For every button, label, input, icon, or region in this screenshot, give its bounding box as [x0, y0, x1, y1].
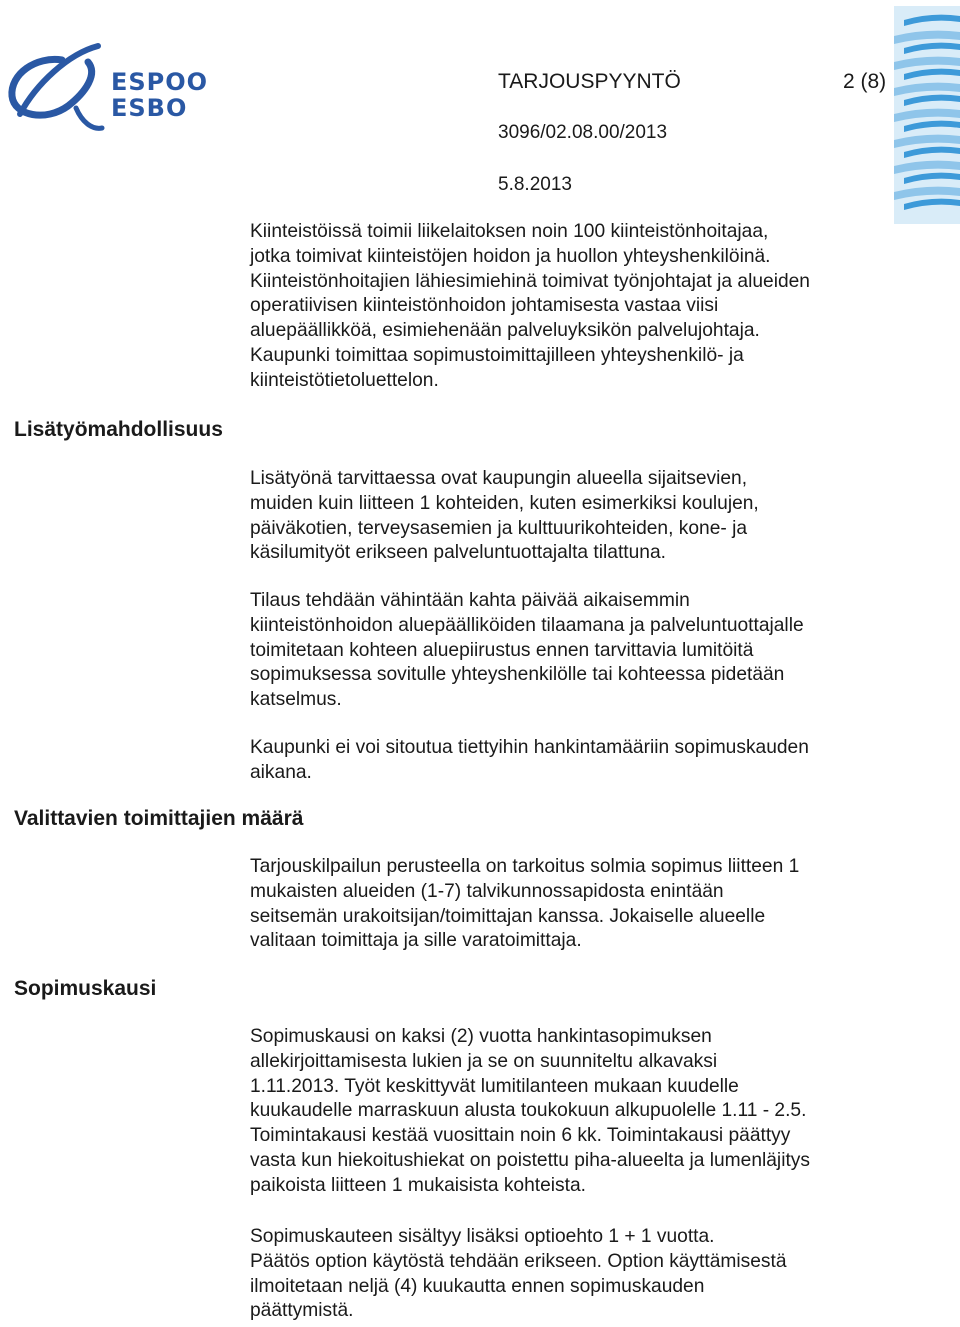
document-type: TARJOUSPYYNTÖ	[498, 70, 681, 93]
decorative-stripes	[894, 6, 960, 224]
text-line: toimitetaan kohteen aluepiirustus ennen tarvittavia lumitöitä	[250, 639, 754, 661]
text-line: päiväkotien, terveysasemien ja kulttuurikohteiden, kone- ja	[250, 517, 748, 539]
extra-work-paragraph-1	[250, 467, 910, 566]
text-line: kuukaudelle marraskuun alusta toukokuun alkupuolelle 1.11 - 2.5.	[250, 1100, 807, 1122]
contract-period-paragraph-1	[250, 1025, 910, 1199]
page-number: 2 (8)	[843, 70, 887, 93]
reference-number: 3096/02.08.00/2013	[498, 122, 668, 143]
text-line: päättymistä.	[250, 1300, 354, 1322]
text-line: katselmus.	[250, 689, 342, 711]
text-line: operatiivisen kiinteistönhoidon johtamisesta vastaa viisi	[250, 295, 719, 317]
document-date: 5.8.2013	[498, 174, 572, 195]
text-line: Kiinteistönhoitajien lähiesimiehinä toimivat työnjohtajat ja alueiden	[250, 270, 810, 292]
text-line: käsilumityöt erikseen palveluntuottajalta tilattuna.	[250, 542, 666, 564]
extra-work-paragraph-2	[250, 589, 910, 713]
text-line: kiinteistönhoidon aluepäälliköiden tilaamana ja palveluntuottajalle	[250, 614, 804, 636]
text-line: muiden kuin liitteen 1 kohteiden, kuten esimerkiksi koulujen,	[250, 492, 759, 514]
text-line: Päätös option käytöstä tehdään erikseen. Option käyttämisestä	[250, 1250, 787, 1272]
text-line: jotka toimivat kiinteistöjen hoidon ja huollon yhteyshenkilöinä.	[250, 245, 771, 267]
logo-text-espoo: ESPOO	[111, 68, 209, 96]
text-line: vasta kun hiekoitushiekat on poistettu piha-alueelta ja lumenläjitys	[250, 1149, 810, 1171]
text-line: Sopimuskausi on kaksi (2) vuotta hankintasopimuksen	[250, 1026, 712, 1047]
text-line: Kaupunki toimittaa sopimustoimittajilleen yhteyshenkilö- ja	[250, 344, 744, 366]
section-heading-contract-period: Sopimuskausi	[14, 977, 157, 1000]
text-line: aikana.	[250, 761, 312, 783]
text-line: allekirjoittamisesta lukien ja se on suunniteltu alkavaksi	[250, 1050, 718, 1072]
text-line: mukaisten alueiden (1-7) talvikunnossapidosta enintään	[250, 880, 724, 902]
intro-paragraph	[250, 220, 910, 394]
section-heading-extra-work: Lisätyömahdollisuus	[14, 418, 223, 441]
logo-text-esbo: ESBO	[111, 94, 188, 122]
text-line: Sopimuskauteen sisältyy lisäksi optioehto 1 + 1 vuotta.	[250, 1226, 715, 1247]
section-heading-suppliers: Valittavien toimittajien määrä	[14, 807, 304, 830]
text-line: Kiinteistöissä toimii liikelaitoksen noin 100 kiinteistönhoitajaa,	[250, 221, 769, 242]
text-line: seitsemän urakoitsijan/toimittajan kanssa. Jokaiselle alueelle	[250, 905, 766, 927]
text-line: valitaan toimittaja ja sille varatoimittaja.	[250, 930, 582, 952]
text-line: Tilaus tehdään vähintään kahta päivää aikaisemmin	[250, 590, 690, 611]
espoo-logo	[6, 36, 209, 132]
text-line: ilmoitetaan neljä (4) kuukautta ennen sopimuskauden	[250, 1275, 705, 1297]
text-line: sopimuksessa sovitulle yhteyshenkilölle tai kohteessa pidetään	[250, 664, 785, 686]
text-line: paikoista liitteen 1 mukaisista kohteista.	[250, 1174, 586, 1196]
contract-period-paragraph-2	[250, 1225, 910, 1324]
text-line: kiinteistötietoluettelon.	[250, 369, 439, 391]
text-line: Kaupunki ei voi sitoutua tiettyihin hankintamääriin sopimuskauden	[250, 737, 809, 758]
text-line: aluepäällikköä, esimiehenään palveluyksikön palvelujohtaja.	[250, 320, 760, 342]
text-line: Lisätyönä tarvittaessa ovat kaupungin alueella sijaitsevien,	[250, 468, 748, 489]
text-line: Toimintakausi kestää vuosittain noin 6 kk. Toimintakausi päättyy	[250, 1125, 791, 1147]
text-line: Tarjouskilpailun perusteella on tarkoitus solmia sopimus liitteen 1	[250, 856, 800, 877]
suppliers-paragraph	[250, 855, 910, 954]
text-line: 1.11.2013. Työt keskittyvät lumitilanteen mukaan kuudelle	[250, 1075, 739, 1097]
extra-work-paragraph-3	[250, 736, 910, 786]
